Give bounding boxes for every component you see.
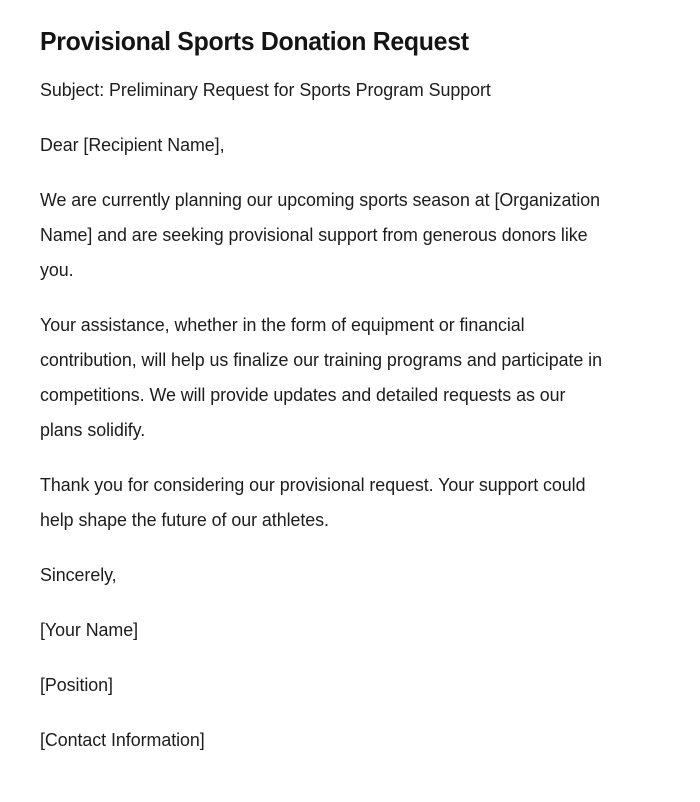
assistance-paragraph: Your assistance, whether in the form of equipment or financial contribution, will help us finalize our training programs and participate in competitions. We will provide updates and detailed requests as our plans solidify. (40, 314, 602, 440)
page-title: Provisional Sports Donation Request (40, 26, 469, 56)
signature-contact: [Contact Information] (40, 729, 205, 750)
letter-body (40, 72, 633, 757)
signature-name: [Your Name] (40, 619, 139, 640)
intro-paragraph: We are currently planning our upcoming sports season at [Organization Name] and are seeking provisional support from generous donors like you. (40, 189, 601, 280)
subject-line: Subject: Preliminary Request for Sports Program Support (40, 79, 491, 100)
salutation: Dear [Recipient Name], (40, 134, 225, 155)
thanks-paragraph: Thank you for considering our provisional request. Your support could help shape the future of our athletes. (40, 474, 586, 530)
closing: Sincerely, (40, 564, 117, 585)
signature-position: [Position] (40, 674, 113, 695)
